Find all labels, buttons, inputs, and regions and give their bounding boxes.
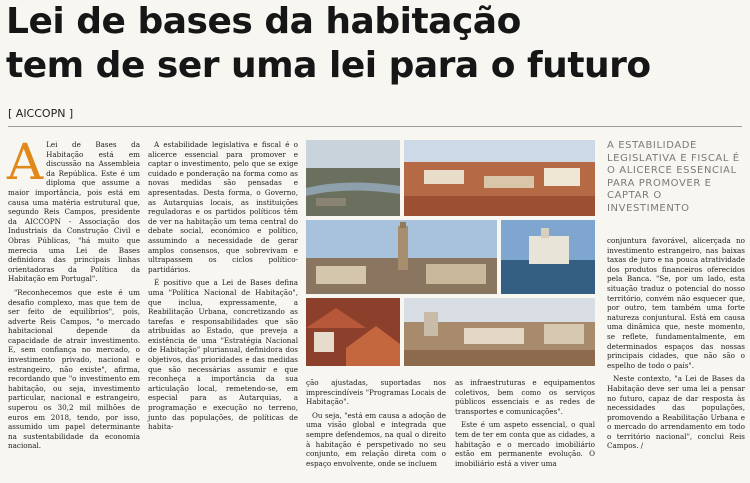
seaside-palace-photo — [501, 220, 595, 294]
pull-quote: A ESTABILIDADE LEGISLATIVA E FISCAL É O ALICERCE ESSENCIAL PARA PROMOVER E CAPTAR O INVESTIMENTO — [607, 140, 740, 214]
column-4 — [455, 378, 595, 472]
column-1 — [7, 133, 140, 455]
author-kicker: [ AICCOPN ] — [8, 107, 74, 120]
headline-line-2: tem de ser uma lei para o futuro — [6, 45, 651, 86]
tiled-roofs-photo — [306, 298, 400, 366]
column-1-paragraph-2: "Reconhecemos que este é um desafio complexo, mas que tem de ser feito de equilíbrios", pois, adverte Reis Campos, "o mercado habitacional depende da capacidade de atrair investimento. E, sem confiança no mercado, o investimento privado, nacional e estrangeiro, não existe", afirma, recordando que "o investimento em habitação, ou seja, investimento particular, nacional e estrangeiro, superou os 30,2 mil milhões de euros em 2018, tendo, por isso, assumido um papel determinante na sustentabilidade da economia nacional. — [8, 287, 140, 451]
divider — [8, 126, 742, 127]
porto-clerigos-photo — [306, 220, 497, 294]
headline-line-1: Lei de bases da habitação — [6, 1, 521, 42]
column-5 — [607, 236, 745, 455]
drop-cap: A — [7, 133, 44, 191]
lisbon-rooftops-photo — [404, 140, 595, 216]
city-panorama-photo — [404, 298, 595, 366]
column-3-paragraph-2: Ou seja, "está em causa a adoção de uma visão global e integrada que sempre defendemos, na qual o direito à habitação é perspetivado no seu conjunto, em relação direta com o espaço envolvente, onde se incluem — [306, 410, 446, 468]
column-2 — [148, 140, 298, 436]
column-5-paragraph-1: conjuntura favorável, alicerçada no investimento estrangeiro, nas baixas taxas de juro e na pouca atratividade dos produtos financeiros oferecidos pela Banca. "Se, por um lado, esta situação traduz o potencial do nosso território, convém não esquecer que, por outro, tem também uma forte natureza conjuntural. Está em causa uma dinâmica que, neste momento, se reflete, fundamentalmente, em determinados espaços das nossas principais cidades, que não são o espelho de todo o país". — [607, 236, 745, 370]
column-4-paragraph-2: Este é um aspeto essencial, o qual tem de ter em conta que as cidades, a habitação e o mercado imobiliário estão em permanente evolução. O imobiliário está a viver uma — [455, 420, 595, 468]
aerial-river-photo — [306, 140, 400, 216]
column-1-paragraph-1: Lei de Bases da Habitação está em discussão na Assembleia da República. Este é um diploma que assume a maior importância, pois está em causa uma matéria estrutural que, segundo Reis Campos, presidente da AICCOPN - Associação dos Industriais da Construção Civil e Obras Públicas, "há muito que merecia uma Lei de Bases definidora das principais linhas orientadoras da Política da Habitação em Portugal". — [8, 140, 140, 284]
column-3 — [306, 378, 446, 472]
column-2-paragraph-1: A estabilidade legislativa e fiscal é o alicerce essencial para promover e captar o investimento, pelo que se exige cuidado e ponderação na forma como as novas medidas são pensadas e apresentadas. Desta forma, o Governo, as Autarquias locais, as instituições reguladoras e os partidos políticos têm de ver na habitação um tema central do debate social, económico e político, assumindo a necessidade de gerar amplos consensos, que sobrevivam e ultrapassem os ciclos político-partidários. — [148, 140, 298, 274]
column-5-paragraph-2: Neste contexto, "a Lei de Bases da Habitação deve ser uma lei a pensar no futuro, capaz de dar resposta às necessidades das populações, promovendo a Reabilitação Urbana e o mercado do arrendamento em todo o território nacional", conclui Reis Campos. / — [607, 374, 745, 451]
column-2-paragraph-2: É positivo que a Lei de Bases defina uma "Política Nacional de Habitação", que inclua, expressamente, a Reabilitação Urbana, concretizando as tarefas e responsabilidades que são atribuídas ao Estado, que preveja a existência de uma "Estratégia Nacional de Habitação" plurianual, definidora dos objetivos, das prioridades e das medidas que são necessárias assumir e que reconheça a importância da sua articulação local, remetendo-se, em especial para as Autarquias, a programação e execução no terreno, junto das populações, de políticas de habita- — [148, 278, 298, 432]
column-4-paragraph-1: as infraestruturas e equipamentos coletivos, bem como os serviços públicos essenciais e as redes de transportes e comunicações". — [455, 378, 595, 416]
headline — [6, 0, 746, 88]
column-3-paragraph-1: ção ajustadas, suportadas nos imprescindíveis "Programas Locais de Habitação". — [306, 378, 446, 407]
